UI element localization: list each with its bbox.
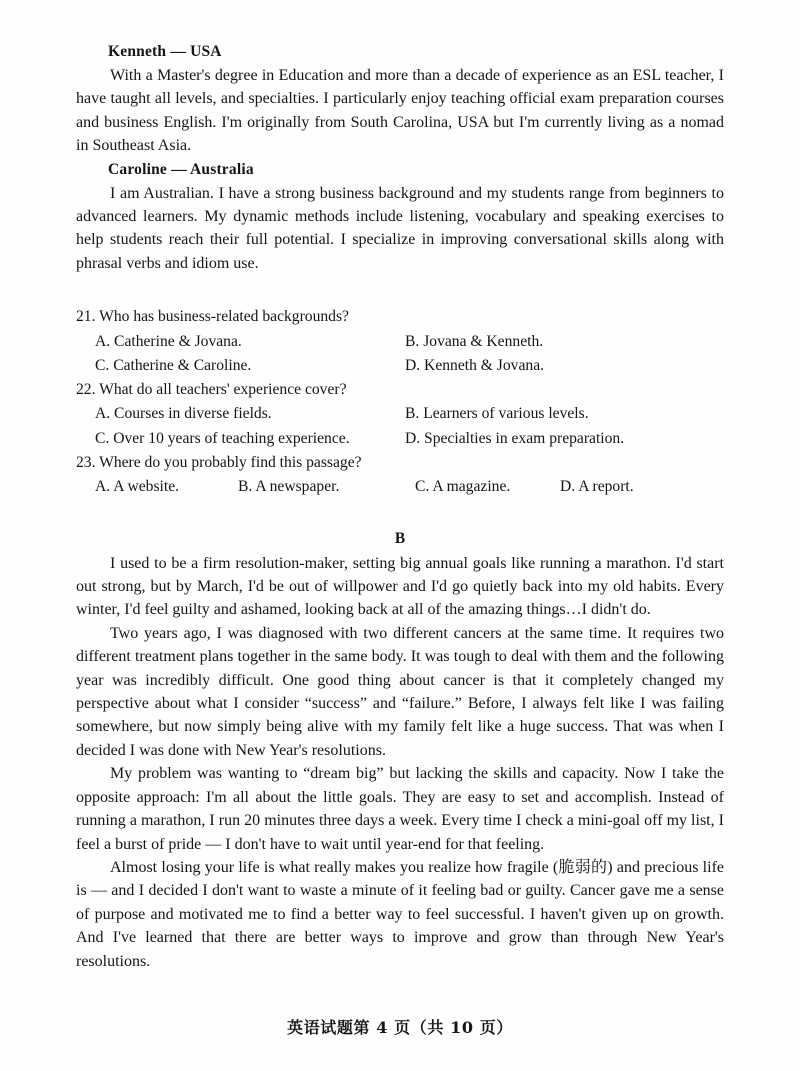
passage-a: [76, 40, 724, 275]
passage-b-label: B: [394, 529, 406, 547]
passage-b-paragraph-1: I used to be a firm resolution-maker, setting big annual goals like running a marathon. I'd start out strong, but by March, I'd be out of willpower and I'd go quietly back into my old habits. Every winter, I'd feel guilty and ashamed, looking back at all of the amazing things…I didn't do.: [76, 554, 724, 619]
teacher-bio-caroline: I am Australian. I have a strong business background and my students range from beginners to advanced learners. My dynamic methods include listening, vocabulary and speaking exercises to help students reach their full potential. I specialize in improving conversational skills along with phrasal verbs and idiom use.: [76, 184, 724, 272]
question-22-option-b[interactable]: B. Learners of various levels.: [405, 405, 589, 423]
teacher-heading-caroline: Caroline — Australia: [108, 160, 254, 178]
page-content: [76, 40, 724, 973]
question-22: [76, 378, 724, 451]
question-23-stem: 23. Where do you probably find this passage?: [76, 454, 362, 472]
passage-b-paragraph-3: My problem was wanting to “dream big” but lacking the skills and capacity. Now I take the opposite approach: I'm all about the little goals. They are easy to set and accomplish. Instead of running a marathon, I run 20 minutes three days a week. Every time I check a mini-goal off my list, I feel a burst of pride — I don't have to wait until year-end for that feeling.: [76, 765, 724, 853]
question-23-option-b[interactable]: B. A newspaper.: [238, 478, 340, 496]
question-list: [76, 305, 724, 499]
question-21-option-b[interactable]: B. Jovana & Kenneth.: [405, 332, 544, 350]
passage-b: [76, 528, 724, 973]
teacher-bio-kenneth: With a Master's degree in Education and more than a decade of experience as an ESL teacher, I have taught all levels, and specialties. I particularly enjoy teaching official exam preparation courses and business English. I'm originally from South Carolina, USA but I'm currently living as a nomad in Southeast Asia.: [76, 67, 724, 155]
teacher-heading-kenneth: Kenneth — USA: [108, 43, 222, 60]
passage-b-paragraph-4: Almost losing your life is what really makes you realize how fragile (脆弱的) and precious life is — and I decided I don't want to waste a minute of it feeling bad or guilty. Cancer gave me a sense of purpose and motivated me to find a better way to feel successful. I haven't given up on growth. And I've learned that there are better ways to improve and grow than through New Year's resolutions.: [76, 858, 724, 970]
question-23-option-d[interactable]: D. A report.: [560, 478, 634, 496]
question-21-stem: 21. Who has business-related backgrounds?: [76, 308, 349, 326]
question-22-stem: 22. What do all teachers' experience cover?: [76, 381, 347, 399]
question-22-option-d[interactable]: D. Specialties in exam preparation.: [405, 429, 625, 447]
question-21-options-row-1: [76, 330, 724, 354]
passage-b-paragraph-2: Two years ago, I was diagnosed with two different cancers at the same time. It requires two different treatment plans together in the same body. It was tough to deal with them and the following year was incredibly difficult. One good thing about cancer is that it completely changed my perspective about what I consider “success” and “failure.” Before, I always felt like I was failing somewhere, but now simply being alive with my family felt like a huge success. That was when I decided I was done with New Year's resolutions.: [76, 624, 724, 759]
page-footer: 英语试题第 4 页（共 10 页）: [287, 1018, 513, 1037]
question-21-options-row-2: [76, 354, 724, 378]
question-23-options-row: [76, 475, 724, 499]
question-22-options-row-2: [76, 427, 724, 451]
question-23: [76, 451, 724, 500]
question-21-option-a[interactable]: A. Catherine & Jovana.: [95, 332, 242, 350]
question-22-options-row-1: [76, 402, 724, 426]
question-21-option-c[interactable]: C. Catherine & Caroline.: [95, 356, 252, 374]
question-22-option-c[interactable]: C. Over 10 years of teaching experience.: [95, 429, 350, 447]
question-21-option-d[interactable]: D. Kenneth & Jovana.: [405, 356, 545, 374]
question-23-option-a[interactable]: A. A website.: [95, 478, 180, 496]
question-22-option-a[interactable]: A. Courses in diverse fields.: [95, 405, 272, 423]
question-23-option-c[interactable]: C. A magazine.: [415, 478, 511, 496]
question-21: [76, 305, 724, 378]
